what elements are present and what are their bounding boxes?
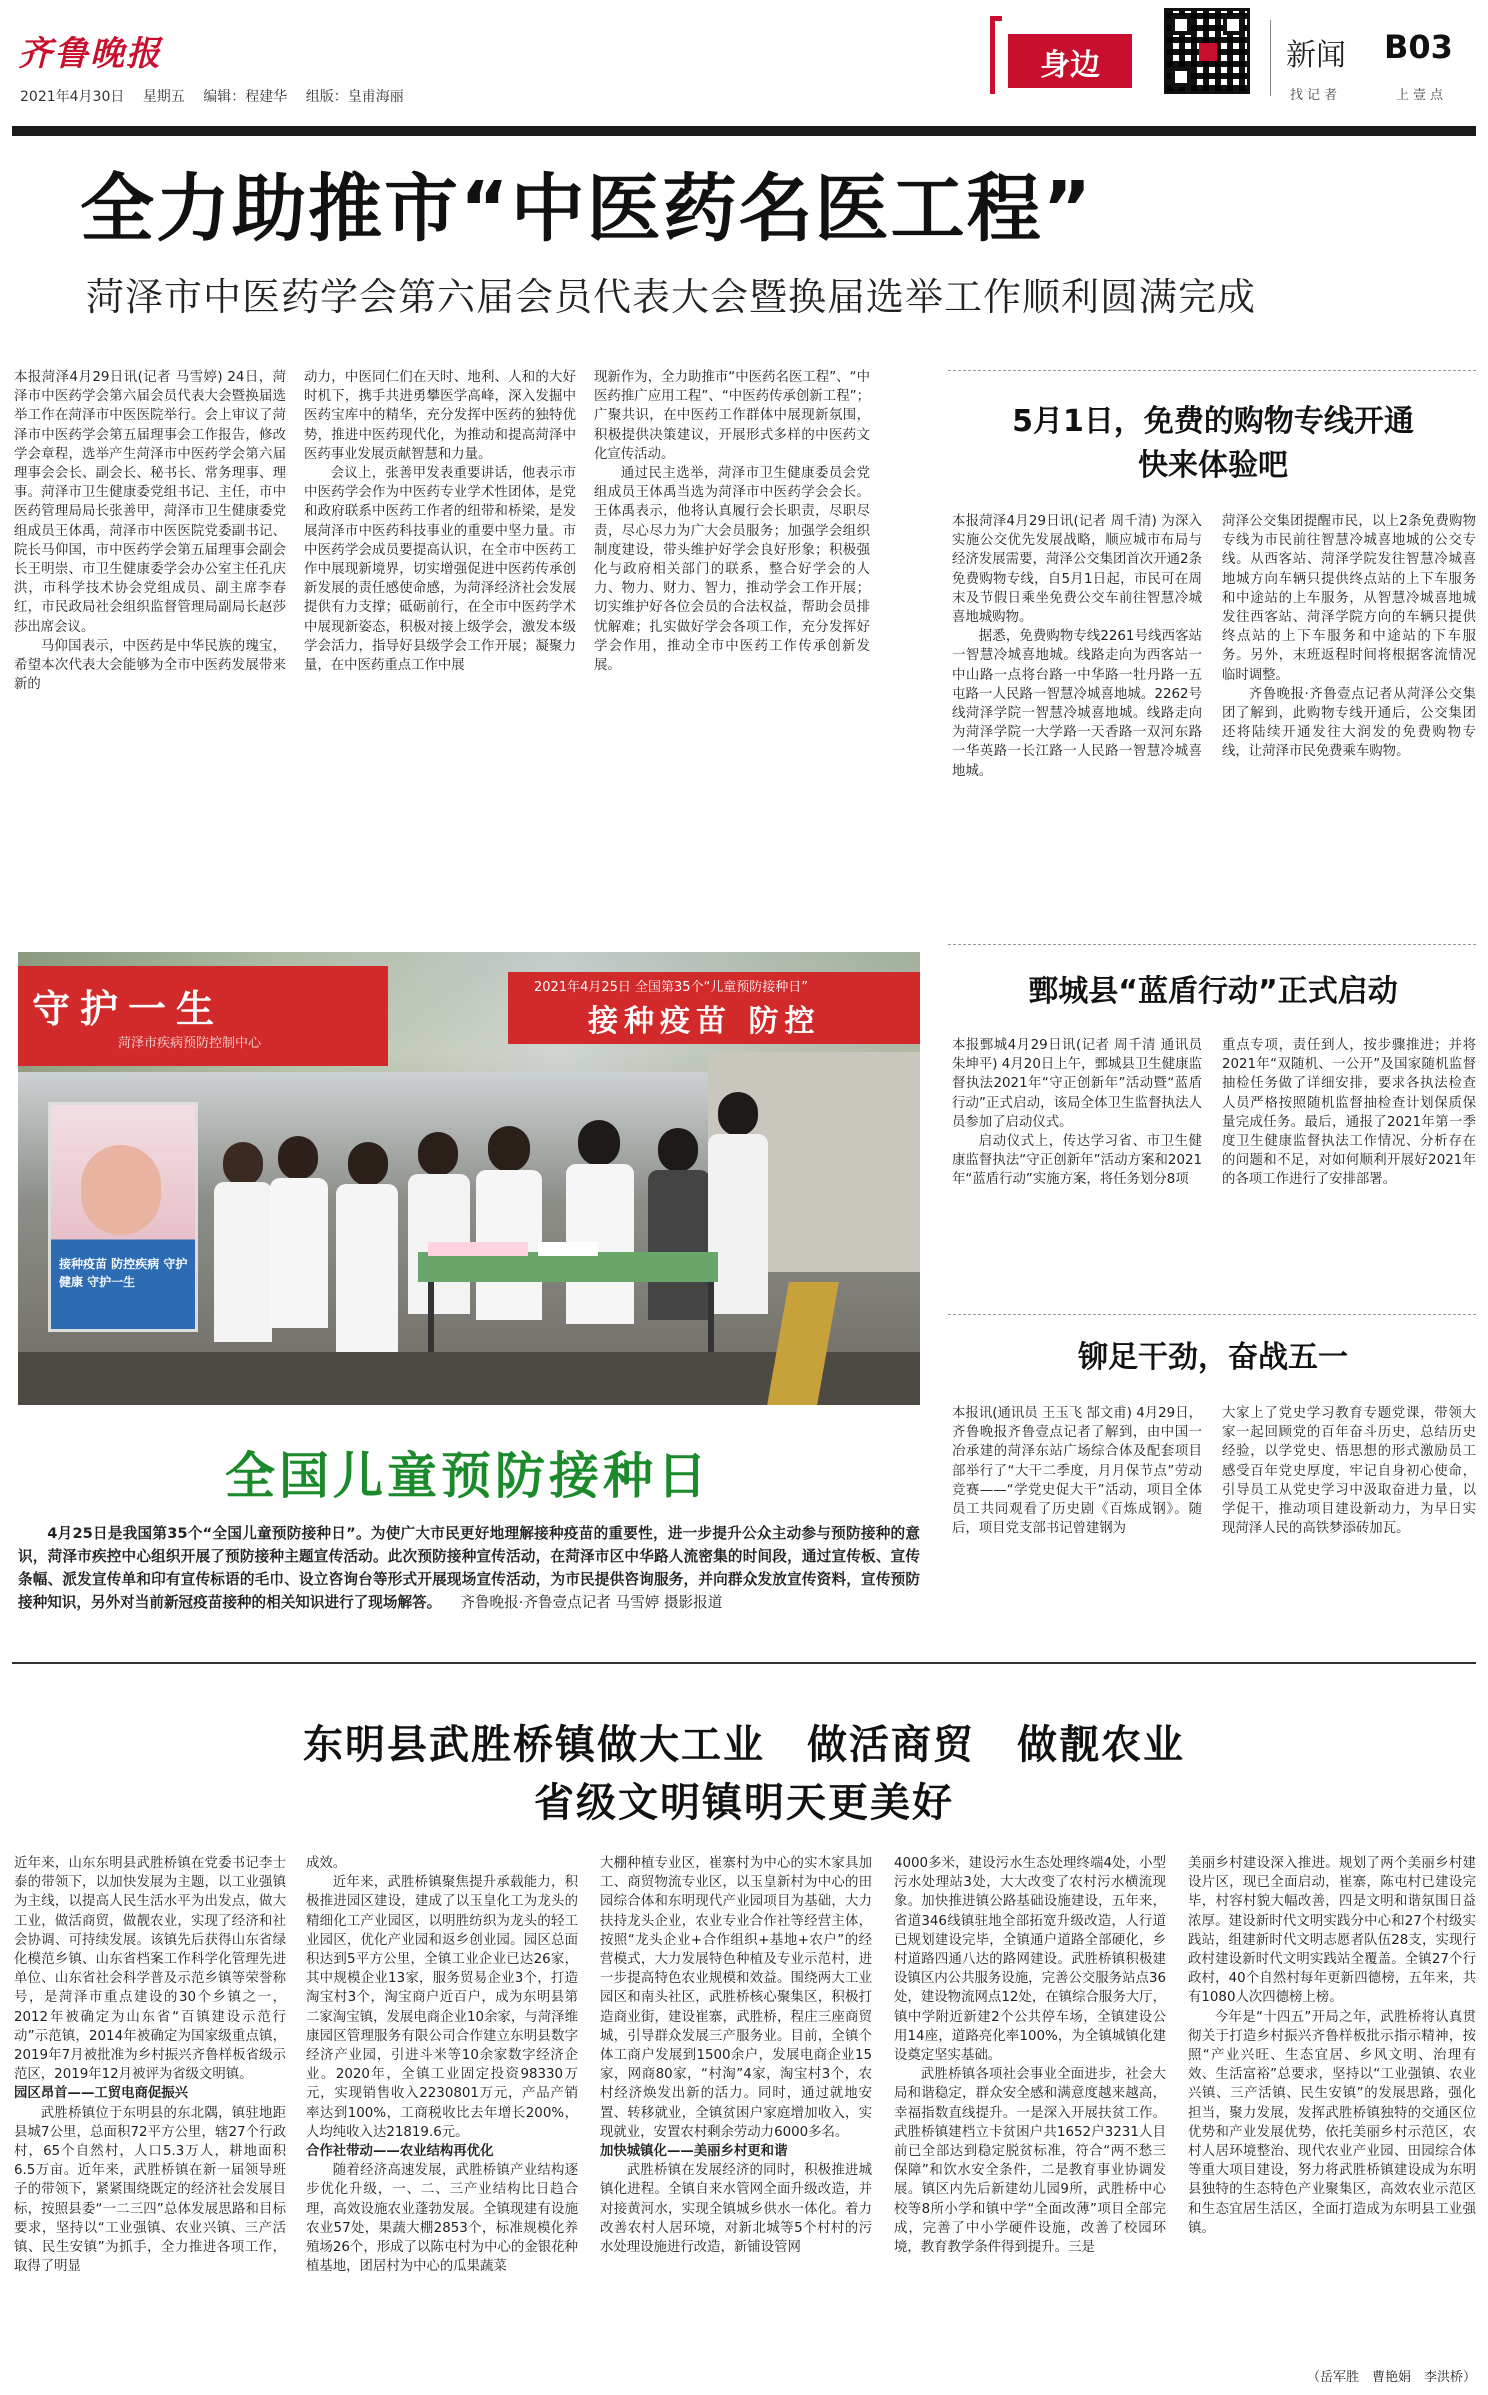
photo-caption	[18, 1522, 920, 1614]
banner-right-line2: 接种疫苗 防控	[588, 1004, 821, 1039]
lead-paragraph: 本报菏泽4月29日讯(记者 马雪婷) 24日，菏泽市中医药学会第六届会员代表大会暨换届选举工作在菏泽市中医医院举行。会上审议了菏泽市中医药学会第五届理事会工作报告，修改学会章程，选举产生菏泽市中医药学会第六届理事会会长、副会长、秘书长、常务理事、理事。菏泽市卫生健康委党组书记、主任，市中医药管理局局长张善甲，菏泽市卫生健康委党组成员王体禹，菏泽市中医医院党委副书记、院长马仰国，市中医药学会第五届理事会副会长王明崇、市卫生健康委学会办公室主任孔庆洪，市科学技术协会党组成员、副主席李春红，市民政局社会组织监督管理局副局长赵莎莎出席会议。	[14, 370, 286, 635]
juancheng-paragraph: 重点专项，责任到人，按步骤推进；并将2021年“双随机、一公开”及国家随机监督抽检任务做了详细安排，要求各执法检查人员严格按照随机监督抽检查计划保质保量完成任务。最后，通报了2021年第一季度卫生健康监督执法工作情况、分析存在的问题和不足，对如何顺利开展好2021年的各项工作进行了安排部署。	[1222, 1038, 1476, 1188]
town-column-4	[894, 1854, 1166, 2390]
town-paragraph: 大棚种植专业区，崔寨村为中心的实木家具加工、商贸物流专业区，以玉皇新村为中心的田园综合体和东明现代产业园项目为基础，大力扶持龙头企业，农业专业合作社等经营主体，按照“龙头企业+合作组织+基地+农户”的经营模式，大力发展特色种植及专业示范村，进一步提高特色农业规模和效益。围绕两大工业园区和南头社区，武胜桥核心聚集区，积极打造商业街，建设崔寨，武胜桥，程庄三座商贸城，引导群众发展三产服务业。目前，全镇个体工商户发展到1500余户，发展电商企业15家，网商80家，“村淘”4家，淘宝村3个，农村经济焕发出新的活力。同时，通过就地安置、转移就业，全镇贫困户家庭增加收入，实现就业，安置农村剩余劳动力6000多名。	[600, 1856, 872, 2140]
info-table	[418, 1252, 718, 1282]
newspaper-logo: 齐鲁晚报	[18, 34, 162, 74]
page-number: B03	[1384, 28, 1453, 66]
issue-weekday: 星期五	[142, 89, 185, 105]
town-byline: （岳军胜 曹艳娟 李洪桥）	[1306, 2370, 1476, 2385]
photo-headline: 全国儿童预防接种日	[225, 1447, 711, 1505]
labor-headline: 铆足干劲，奋战五一	[1078, 1340, 1348, 1375]
section-badge	[990, 16, 1138, 96]
lead-paragraph: 通过民主选举，菏泽市卫生健康委员会党组成员王体禹当选为菏泽市中医药学会会长。王体禹表示，他将认真履行会长职责，尽职尽责，尽心尽力为广大会员服务；加强学会组织制度建设，带头维护好学会良好形象；积极强化与政府相关部门的联系，整合好学会的人力、物力、财力、智力，推动学会工作开展；切实维护好各位会员的合法权益，帮助会员排忧解难；扎实做好学会各项工作，充分发挥好学会作用，推动全市中医药工作传承创新发展。	[594, 466, 870, 674]
lead-paragraph: 会议上，张善甲发表重要讲话，他表示市中医药学会作为中医药专业学术性团体，是党和政府联系中医药工作者的纽带和桥梁，是发展菏泽市中医药科技事业的重要中坚力量。市中医药学会成员要提高认识，在全市中医药工作中展现新境界，切实增强促进中医药传承创新发展的责任感使命感，为菏泽经济社会发展提供有力支撑；砥砺前行，在全市中医药学术中展现新姿态，积极对接上级学会，激发本级学会活力，指导好县级学会工作开展；凝聚力量，在中医药重点工作中展	[304, 466, 576, 674]
bus-headline-line2: 快来体验吧	[1138, 448, 1288, 483]
juancheng-column-2	[1222, 1036, 1476, 1306]
section-badge-label: 身边	[1040, 48, 1100, 83]
lead-paragraph: 动力，中医同仁们在天时、地利、人和的大好时机下，携手共进勇攀医学高峰，深入发掘中医药宝库中的精华，充分发挥中医药的独特优势，推进中医药现代化，为推动和提高菏泽中医药事业发展贡献智慧和力量。	[304, 370, 576, 462]
app-label: 上壹点	[1396, 88, 1448, 103]
lead-column-3	[594, 368, 870, 880]
labor-paragraph: 大家上了党史学习教育专题党课，带领大家一起回顾党的百年奋斗历史，总结历史经验，以学党史、悟思想的形式激励员工感受百年党史厚度，牢记自身初心使命，引导员工从党史学习中汲取奋进力量，以学促干，推动项目建设新动力，为早日实现菏泽人民的高铁梦添砖加瓦。	[1222, 1406, 1476, 1537]
bus-paragraph: 菏泽公交集团提醒市民，以上2条免费购物专线为市民前往智慧冷城喜地城的公交专线。从西客站、菏泽学院发往智慧冷城喜地城方向车辆只提供终点站的上下车服务和中途站的上车服务，从智慧冷城喜地城发往西客站、菏泽学院方向的车辆只提供终点站的上下车服务和中途站的下车服务。另外，末班返程时间将根据客流情况临时调整。	[1222, 514, 1476, 683]
town-subheading: 园区昂首——工贸电商促振兴	[14, 2086, 189, 2102]
editor-credit: 编辑：程建华	[203, 89, 288, 105]
town-paragraph: 美丽乡村建设深入推进。规划了两个美丽乡村建设片区，现已全面启动，崔寨，陈屯村已建设完毕，村容村貌大幅改善，四是文明和谐氛围日益浓厚。建设新时代文明实践分中心和27个村级实践站，组建新时代文明志愿者队伍28支，实现行政村建设新时代文明实践站全覆盖。全镇27个行政村，40个自然村每年更新四德榜，五年来，共有1080人次四德榜上榜。	[1188, 1856, 1476, 2006]
qr-code-icon[interactable]	[1164, 8, 1250, 94]
photo-banner-left	[18, 966, 388, 1066]
lead-paragraph: 现新作为，全力助推市“中医药名医工程”、“中医药推广应用工程”、“中医药传承创新工程”；广聚共识，在中医药工作群体中展现新氛围，积极提供决策建议，开展形式多样的中医药文化宣传活动。	[594, 370, 870, 462]
town-column-2	[306, 1854, 578, 2390]
issue-date: 2021年4月30日	[20, 89, 125, 105]
juancheng-paragraph: 本报鄄城4月29日讯(记者 周千清 通讯员 朱坤平) 4月20日上午，鄄城县卫生健康监督执法2021年“守正创新年”活动暨“蓝盾行动”正式启动，该局全体卫生监督执法人员参加了启动仪式。	[952, 1038, 1202, 1130]
bus-paragraph: 本报菏泽4月29日讯(记者 周千清) 为深入实施公交优先发展战略，顺应城市布局与经济发展需要，菏泽公交集团首次开通2条免费购物专线，自5月1日起，市民可在周末及节假日乘坐免费公交车前往智慧冷城喜地城购物。	[952, 514, 1202, 626]
poster-text: 接种疫苗 防控疾病 守护健康 守护一生	[59, 1257, 188, 1289]
date-line	[20, 86, 404, 106]
bus-paragraph: 齐鲁晚报·齐鲁壹点记者从菏泽公交集团了解到，此购物专线开通后，公交集团还将陆续开通发往大润发的免费购物专线，让菏泽市民免费乘车购物。	[1222, 686, 1476, 760]
labor-column-2	[1222, 1404, 1476, 1652]
masthead	[0, 0, 1488, 110]
town-paragraph: 武胜桥镇位于东明县的东北隅，镇驻地距县城7公里，总面积72平方公里，辖27个行政村，65个自然村，人口5.3万人，耕地面积6.5万亩。近年来，武胜桥镇在新一届领导班子的带领下，紧紧围绕既定的经济社会发展目标，按照县委“一二三四”总体发展思路和目标要求，坚持以“工业强镇、农业兴镇、三产活镇、民生安镇”为抓手，全力推进各项工作，取得了明显	[14, 2105, 286, 2275]
town-headline	[0, 1716, 1488, 1832]
juancheng-headline: 鄄城县“蓝盾行动”正式启动	[1028, 974, 1398, 1009]
layout-credit: 组版：皇甫海丽	[305, 89, 404, 105]
town-paragraph: 今年是“十四五”开局之年，武胜桥将认真贯彻关于打造乡村振兴齐鲁样板批示指示精神，按照“产业兴旺、生态宜居、乡风文明、治理有效、生活富裕”总要求，坚持以“工业强镇、农业兴镇、三产活镇、民生安镇”的发展思路，强化担当，聚力发展，发挥武胜桥镇独特的交通区位优势和产业发展优势，依托美丽乡村示范区，农村人居环境整治、现代农业产业园、田园综合体等重大项目建设，努力将武胜桥镇建设成为东明县独特的生态特色产业聚集区，高效农业示范区和生态宜居生活区，全面打造成为东明县工业强镇。	[1188, 2009, 1476, 2236]
bus-column-2	[1222, 512, 1476, 932]
town-paragraph: 近年来，武胜桥镇聚焦提升承载能力，积极推进园区建设，建成了以玉皇化工为龙头的精细化工产业园区，以明胜纺织为龙头的轻工业园区，优化产业园和返乡创业园。园区总面积达到5平方公里，全镇工业企业已达26家，其中规模企业13家，服务贸易企业3个，打造淘宝村3个，淘宝商户近百户，成为东明县第二家淘宝镇，发展电商企业10余家，与菏泽维康园区管理服务有限公司合作建立东明县数字经济产业园，引进斗米等10余家数字经济企业。2020年，全镇工业固定投资98330万元，实现销售收入2230801万元，产品产销率达到100%，工商税收比去年增长200%，人均纯收入达21819.6元。	[306, 1875, 578, 2140]
banner-left-text: 守护一生	[32, 987, 225, 1031]
town-column-1	[14, 1854, 286, 2390]
lead-column-1	[14, 368, 286, 880]
lead-paragraph: 马仰国表示，中医药是中华民族的瑰宝，希望本次代表大会能够为全市中医药发展带来新的	[14, 638, 286, 693]
lead-column-2	[304, 368, 576, 880]
bus-paragraph: 据悉，免费购物专线2261号线西客站一智慧冷城喜地城。线路走向为西客站一中山路一点将台路一中华路一牡丹路一五屯路一人民路一智慧冷城喜地城。2262号线菏泽学院一智慧冷城喜地城。线路走向为菏泽学院一大学路一天香路一双河东路一华英路一长江路一人民路一智慧冷城喜地城。	[952, 629, 1202, 779]
town-subheading: 加快城镇化——美丽乡村更和谐	[600, 2144, 788, 2160]
photo-caption-text: 4月25日是我国第35个“全国儿童预防接种日”。为使广大市民更好地理解接种疫苗的重要性，进一步提升公众主动参与预防接种的意识，菏泽市疾控中心组织开展了预防接种主题宣传活动。此次预防接种宣传活动，在菏泽市区中华路人流密集的时间段，通过宣传板、宣传条幅、派发宣传单和印有宣传标语的毛巾、设立咨询台等形式开展现场宣传活动，为市民提供咨询服务，并向群众发放宣传资料，宣传预防接种知识，另外对当前新冠疫苗接种的相关知识进行了现场解答。	[18, 1525, 920, 1611]
town-column-5	[1188, 1854, 1476, 2364]
banner-left-subtext: 菏泽市疾病预防控制中心	[118, 1036, 262, 1051]
town-headline-line2: 省级文明镇明天更美好	[534, 1780, 954, 1826]
town-paragraph: 武胜桥镇在发展经济的同时，积极推进城镇化进程。全镇自来水管网全面升级改造，并对接黄河水，实现全镇城乡供水一体化。着力改善农村人居环境，对新北城等5个村村的污水处理设施进行改造，新铺设管网	[600, 2163, 872, 2256]
reporter-label: 找记者	[1290, 88, 1342, 103]
labor-column-1	[952, 1404, 1202, 1652]
category-label: 新闻	[1286, 38, 1346, 73]
town-subheading: 合作社带动——农业结构再优化	[306, 2144, 494, 2160]
photo-credit: 齐鲁晚报·齐鲁壹点记者 马雪婷 摄影报道	[460, 1594, 723, 1611]
town-paragraph: 随着经济高速发展，武胜桥镇产业结构逐步优化升级，一、二、三产业结构比日趋合理，高效设施农业蓬勃发展。全镇现建有设施农业57处，果蔬大棚2853个，标准规模化养殖场26个，形成了以陈屯村为中心的金银花种植基地，团居村为中心的瓜果蔬菜	[306, 2163, 578, 2275]
bus-headline	[950, 400, 1476, 488]
bus-headline-line1: 5月1日，免费的购物专线开通	[1012, 404, 1414, 439]
lead-headline: 全力助推市“中医药名医工程”	[80, 166, 1094, 252]
juancheng-column-1	[952, 1036, 1202, 1306]
town-paragraph: 武胜桥镇各项社会事业全面进步，社会大局和谐稳定，群众安全感和满意度越来越高，幸福指数直线提升。一是深入开展扶贫工作。武胜桥镇建档立卡贫困户共1652户3231人目前已全部达到稳定脱贫标准，符合“两不愁三保障”和饮水安全条件，二是教育事业协调发展。镇区内先后新建幼儿园9所，武胜桥中心校等8所小学和镇中学“全面改薄”项目全部完成，完善了中小学硬件设施，改善了校园环境，教育教学条件得到提升。三是	[894, 2067, 1166, 2256]
vaccination-poster	[48, 1102, 198, 1332]
labor-paragraph: 本报讯(通讯员 王玉飞 郜文甫) 4月29日，齐鲁晚报齐鲁壹点记者了解到，由中国一冶承建的菏泽东站广场综合体及配套项目部举行了“大干二季度，月月保节点”劳动竞赛——“学党史促大干”活动，项目全体员工共同观看了历史剧《百炼成钢》。随后，项目党支部书记曾建钢为	[952, 1406, 1202, 1537]
bus-column-1	[952, 512, 1202, 932]
photo-banner-right	[508, 972, 920, 1044]
lead-subhead: 菏泽市中医药学会第六届会员代表大会暨换届选举工作顺利圆满完成	[86, 275, 1257, 319]
vaccination-photo	[18, 952, 920, 1405]
town-headline-line1: 东明县武胜桥镇做大工业 做活商贸 做靓农业	[303, 1722, 1185, 1768]
town-paragraph: 4000多米，建设污水生态处理终端4处，小型污水处理站3处，大大改变了农村污水横流现象。加快推进镇公路基础设施建设，五年来，省道346线镇驻地全部拓宽升级改造，人行道已规划建设完毕，全镇通户道路全部硬化，乡村道路四通八达的路网建设。武胜桥镇积极建设镇区内公共服务设施，完善公交服务站点36处，建设物流网点12处，在镇综合服务大厅，镇中学附近新建2个公共停车场，全镇建设公用14座，道路亮化率100%，为全镇城镇化建设奠定坚实基础。	[894, 1856, 1166, 2064]
banner-right-line1: 2021年4月25日 全国第35个“儿童预防接种日”	[534, 980, 809, 995]
town-paragraph: 近年来，山东东明县武胜桥镇在党委书记李士泰的带领下，以加快发展为主题，以工业强镇为主线，以提高人民生活水平为出发点，做大工业，做活商贸，做靓农业，实现了经济和社会协调、可持续发展。该镇先后获得山东省绿化模范乡镇、山东省档案工作科学化管理先进单位、山东省社会科学普及示范乡镇等荣誉称号，是菏泽市重点建设的30个乡镇之一，2012年被确定为山东省“百镇建设示范行动”示范镇，2014年被确定为国家级重点镇，2019年7月被批准为乡村振兴齐鲁样板省级示范区，2019年12月被评为省级文明镇。	[14, 1856, 286, 2083]
town-paragraph: 成效。	[306, 1856, 347, 1871]
juancheng-paragraph: 启动仪式上，传达学习省、市卫生健康监督执法“守正创新年”活动方案和2021年“蓝盾行动”实施方案，将任务划分8项	[952, 1134, 1202, 1188]
town-column-3	[600, 1854, 872, 2390]
